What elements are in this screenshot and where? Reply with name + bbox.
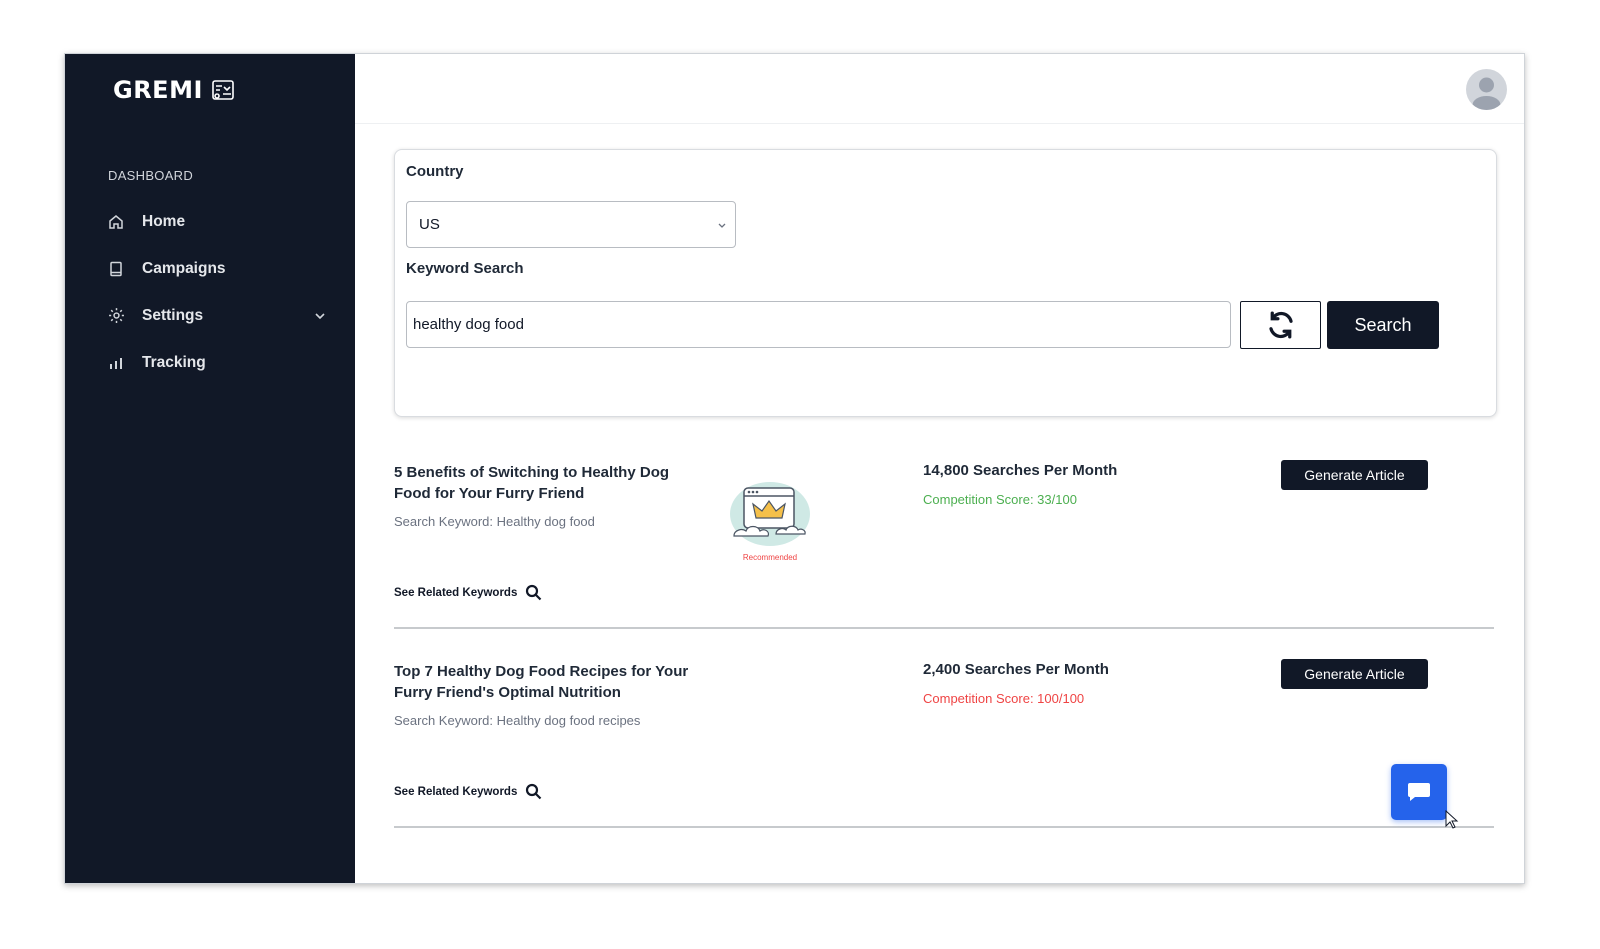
search-icon (525, 584, 542, 601)
sidebar-item-home[interactable] (107, 198, 327, 245)
bar-chart-icon (107, 354, 125, 372)
keyword-result (394, 661, 1497, 841)
chat-bubble-icon (1406, 780, 1432, 804)
sidebar-item-label: Settings (142, 306, 204, 324)
recommended-crown-badge-icon (724, 474, 816, 564)
search-volume: 2,400 Searches Per Month (923, 661, 1109, 678)
related-keywords-label: See Related Keywords (394, 785, 518, 798)
refresh-button[interactable] (1240, 301, 1321, 349)
sidebar-item-label: Campaigns (142, 259, 226, 277)
keyword-result (394, 462, 1497, 642)
refresh-icon (1266, 310, 1296, 340)
home-icon (107, 213, 125, 231)
book-icon (107, 260, 125, 278)
search-button[interactable]: Search (1327, 301, 1439, 349)
brand-name: GREMI (113, 76, 203, 104)
country-value: US (419, 216, 440, 233)
sidebar-item-label: Tracking (142, 353, 206, 371)
result-search-keyword: Search Keyword: Healthy dog food (394, 514, 595, 529)
chevron-down-icon (717, 220, 727, 230)
related-keywords-label: See Related Keywords (394, 586, 518, 599)
keyword-label: Keyword Search (406, 260, 524, 277)
competition-score: Competition Score: 33/100 (923, 492, 1077, 507)
search-icon (525, 783, 542, 800)
generate-article-button[interactable]: Generate Article (1281, 460, 1428, 490)
user-icon (1466, 69, 1507, 110)
generate-article-button[interactable]: Generate Article (1281, 659, 1428, 689)
chevron-down-icon[interactable] (313, 309, 327, 323)
sidebar-item-settings[interactable] (107, 292, 327, 339)
chat-button[interactable] (1391, 764, 1447, 820)
country-label: Country (406, 163, 464, 180)
app-window (64, 53, 1525, 884)
country-select[interactable] (406, 201, 736, 248)
sidebar-section-label: DASHBOARD (108, 168, 194, 183)
mouse-cursor-icon (1445, 810, 1459, 830)
brand[interactable] (113, 76, 235, 104)
gear-icon (107, 307, 125, 325)
top-bar (355, 54, 1524, 124)
sidebar-nav (107, 198, 327, 386)
competition-score: Competition Score: 100/100 (923, 691, 1085, 706)
result-title: 5 Benefits of Switching to Healthy Dog Food for Your Furry Friend (394, 464, 670, 502)
sidebar-item-campaigns[interactable] (107, 245, 327, 292)
see-related-keywords-link[interactable] (394, 783, 542, 800)
sidebar-item-tracking[interactable] (107, 339, 327, 386)
search-volume: 14,800 Searches Per Month (923, 462, 1118, 479)
sidebar (65, 54, 355, 883)
sidebar-item-label: Home (142, 212, 186, 230)
result-divider (394, 627, 1494, 629)
keyword-value: healthy dog food (413, 316, 524, 333)
brand-logo-icon (211, 78, 235, 102)
keyword-input[interactable] (406, 301, 1231, 348)
result-search-keyword: Search Keyword: Healthy dog food recipes (394, 713, 641, 728)
avatar[interactable] (1466, 69, 1507, 110)
result-title: Top 7 Healthy Dog Food Recipes for Your Furry Friend's Optimal Nutrition (394, 663, 689, 701)
keyword-search-card (394, 149, 1497, 417)
see-related-keywords-link[interactable] (394, 584, 542, 601)
result-divider (394, 826, 1494, 828)
recommended-label: Recommended (742, 553, 798, 562)
